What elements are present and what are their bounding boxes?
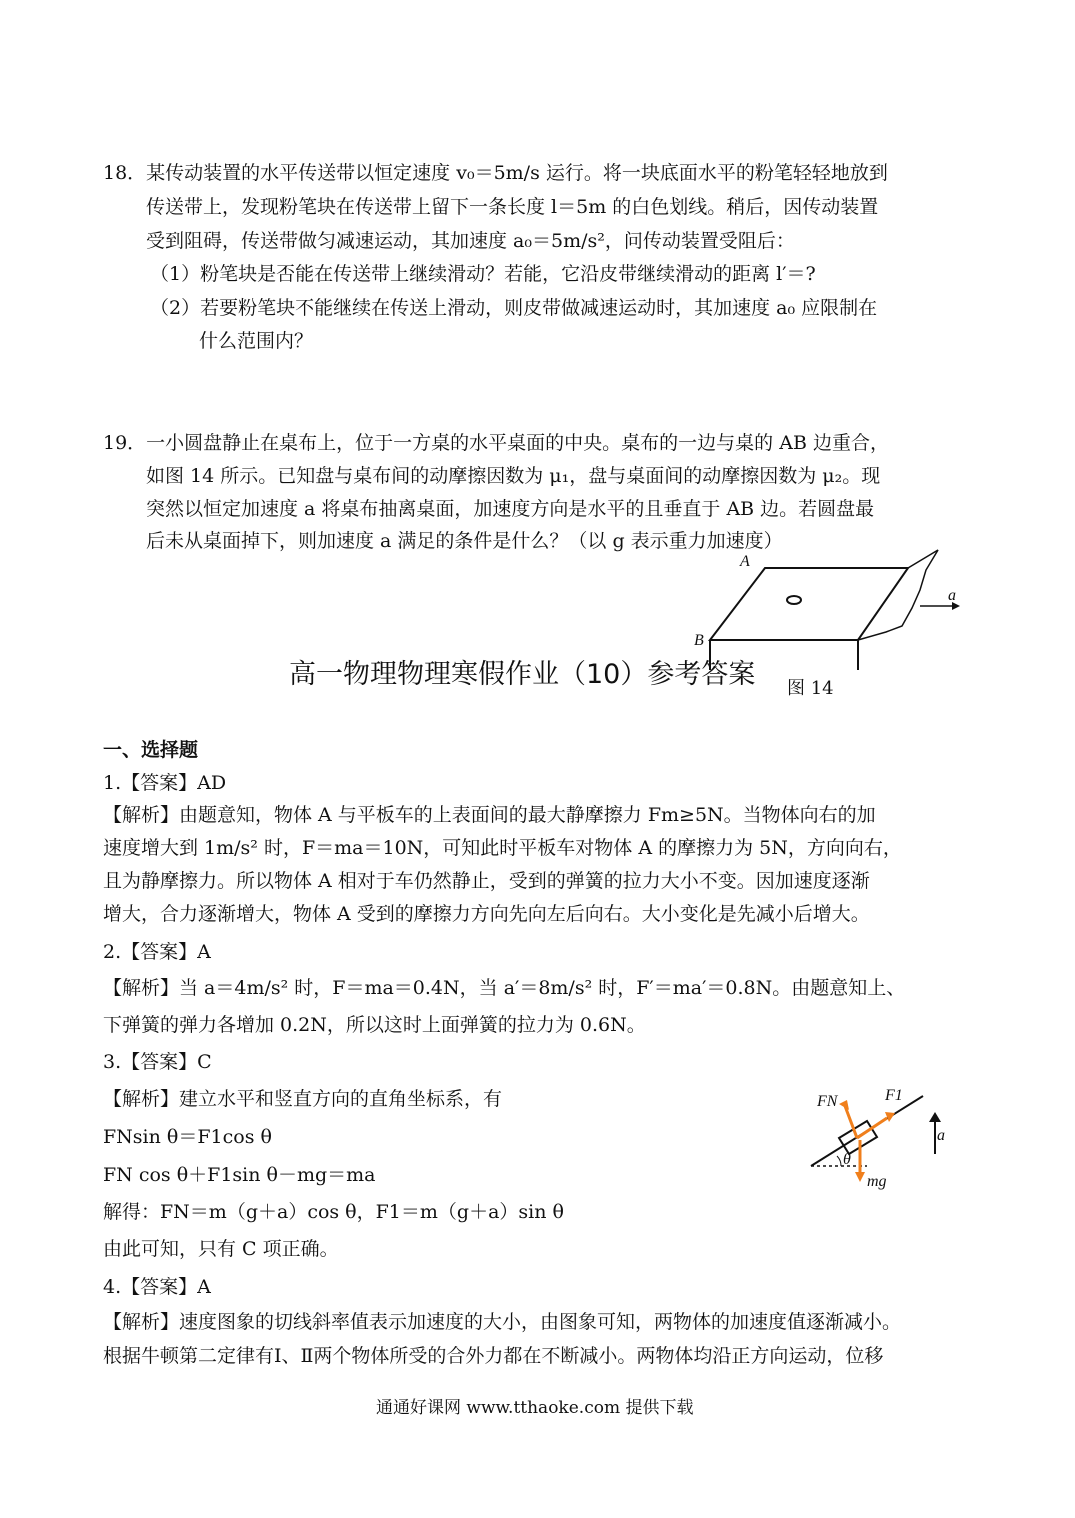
a4-answer: 4.【答案】A xyxy=(103,1276,211,1298)
section-title: 一、选择题 xyxy=(103,739,199,761)
a4-line-1: 【解析】速度图象的切线斜率值表示加速度的大小，由图象可知，两物体的加速度值逐渐减小。 xyxy=(103,1311,902,1333)
label-a: a xyxy=(937,1127,945,1144)
a1-answer: 1.【答案】AD xyxy=(103,772,227,794)
a3-line-5: 由此可知，只有 C 项正确。 xyxy=(103,1238,339,1260)
a3-line-2: FNsin θ＝F1cos θ xyxy=(103,1126,272,1148)
q18-line-6: 什么范围内？ xyxy=(199,330,314,352)
a1-line-1: 【解析】由题意知，物体 A 与平板车的上表面间的最大静摩擦力 Fm≥5N。当物体向右的加 xyxy=(103,804,876,826)
q19-line-4: 后未从桌面掉下，则加速度 a 满足的条件是什么？（以 g 表示重力加速度） xyxy=(146,530,783,552)
a1-line-2: 速度增大到 1m/s² 时，F＝ma＝10N，可知此时平板车对物体 A 的摩擦力为 5N，方向向右， xyxy=(103,837,902,859)
a2-line-2: 下弹簧的弹力各增加 0.2N，所以这时上面弹簧的拉力为 0.6N。 xyxy=(103,1014,646,1036)
tablecloth-edge xyxy=(858,550,938,640)
label-f1: F1 xyxy=(885,1087,903,1104)
answers-title: 高一物理物理寒假作业（10）参考答案 xyxy=(289,659,756,690)
label-b-corner: B xyxy=(694,632,704,649)
force-diagram xyxy=(805,1082,965,1192)
table-top-outline xyxy=(710,568,908,640)
disc xyxy=(787,596,801,604)
gravity-head xyxy=(855,1172,865,1182)
a3-line-1: 【解析】建立水平和竖直方向的直角坐标系，有 xyxy=(103,1088,503,1110)
q18-line-3: 受到阻碍，传送带做匀减速运动，其加速度 a₀＝5m/s²，问传动装置受阻后： xyxy=(146,230,795,252)
friction-force-arrow xyxy=(857,1118,887,1138)
q18-line-1: 18．某传动装置的水平传送带以恒定速度 v₀＝5m/s 运行。将一块底面水平的粉笔轻轻地放到 xyxy=(103,162,888,184)
q18-line-2: 传送带上，发现粉笔块在传送带上留下一条长度 l＝5m 的白色划线。稍后，因传动装置 xyxy=(146,196,879,218)
a1-line-4: 增大，合力逐渐增大，物体 A 受到的摩擦力方向先向左后向右。大小变化是先减小后增大。 xyxy=(103,903,870,925)
accel-up-head xyxy=(929,1112,941,1122)
label-a-corner: A xyxy=(740,553,750,570)
label-theta: θ xyxy=(843,1151,851,1168)
label-acceleration: a xyxy=(948,587,956,604)
friction-force-head xyxy=(885,1112,895,1122)
a3-line-3: FN cos θ＋F1sin θ－mg＝ma xyxy=(103,1164,376,1186)
normal-force-head xyxy=(839,1100,849,1110)
a1-line-3: 且为静摩擦力。所以物体 A 相对于车仍然静止，受到的弹簧的拉力大小不变。因加速度逐渐 xyxy=(103,870,870,892)
a2-answer: 2.【答案】A xyxy=(103,941,211,963)
page-footer: 通通好课网 www.tthaoke.com 提供下载 xyxy=(376,1398,694,1418)
a4-line-2: 根据牛顿第二定律有Ⅰ、Ⅱ两个物体所受的合外力都在不断减小。两物体均沿正方向运动，位移 xyxy=(103,1345,884,1367)
a3-answer: 3.【答案】C xyxy=(103,1051,212,1073)
figure-caption: 图 14 xyxy=(787,678,834,699)
label-fn: FN xyxy=(817,1093,838,1110)
q18-line-5: （2）若要粉笔块不能继续在传送上滑动，则皮带做减速运动时，其加速度 a₀ 应限制在 xyxy=(150,297,878,319)
theta-arc xyxy=(837,1156,841,1166)
a3-line-4: 解得：FN＝m（g＋a）cos θ，F1＝m（g＋a）sin θ xyxy=(103,1201,564,1223)
q19-line-1: 19．一小圆盘静止在桌布上，位于一方桌的水平桌面的中央。桌布的一边与桌的 AB 边重合， xyxy=(103,432,889,454)
q18-line-4: （1）粉笔块是否能在传送带上继续滑动？若能，它沿皮带继续滑动的距离 l′＝? xyxy=(150,263,816,285)
label-mg: mg xyxy=(867,1173,887,1190)
q19-line-3: 突然以恒定加速度 a 将桌布抽离桌面，加速度方向是水平的且垂直于 AB 边。若圆盘最 xyxy=(146,498,875,520)
q19-line-2: 如图 14 所示。已知盘与桌布间的动摩擦因数为 μ₁，盘与桌面间的动摩擦因数为 μ₂。现 xyxy=(146,465,881,487)
a2-line-1: 【解析】当 a＝4m/s² 时，F＝ma＝0.4N，当 a′＝8m/s² 时，F′＝ma′＝0.8N。由题意知上、 xyxy=(103,977,906,999)
